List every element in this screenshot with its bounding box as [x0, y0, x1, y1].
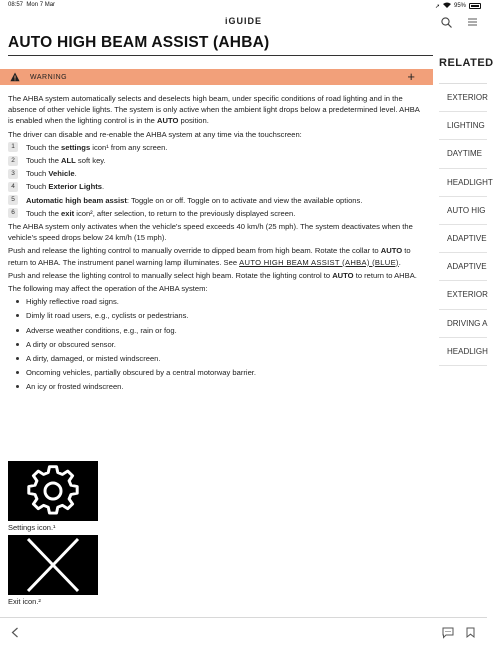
close-icon: [8, 535, 98, 595]
app-title: iGUIDE: [224, 16, 262, 26]
related-link[interactable]: HEADLIGH: [439, 338, 487, 366]
bottom-toolbar: [0, 617, 487, 650]
related-link[interactable]: LIGHTING: [439, 112, 487, 140]
figure-caption: Exit icon.²: [8, 597, 41, 606]
related-link[interactable]: DAYTIME: [439, 140, 487, 168]
figure-caption: Settings icon.¹: [8, 523, 56, 532]
list-item: A dirty, damaged, or misted windscreen.: [8, 353, 426, 364]
override-paragraph: Push and release the lighting control to manually override to dipped beam from high beam. Rotate the collar to AUTO to return to AHBA. The instrument panel warning lamp illuminates. See AUTO HIGH BEAM ASSIST (AHBA) (BLUE).: [8, 246, 411, 267]
page-title: AUTO HIGH BEAM ASSIST (AHBA): [8, 34, 433, 56]
exit-icon-figure: [8, 535, 98, 606]
back-chevron-icon[interactable]: [8, 625, 22, 639]
status-time-date: 08:57 Mon 7 Mar: [8, 2, 56, 8]
warning-icon: [10, 72, 20, 82]
related-link[interactable]: AUTO HIG: [439, 197, 487, 225]
status-indicators: [435, 2, 481, 10]
intro-paragraph: The AHBA system automatically selects and deselects high beam, under specific conditions of road lighting and in the absence of other vehicle lights. The system is only active when the ambient light drops below a predetermined level. AHBA is enabled when the lighting control is in the AUTO position.: [8, 94, 420, 126]
list-item: Dimly lit road users, e.g., cyclists or pedestrians.: [8, 310, 426, 321]
step-number: 2: [8, 156, 18, 166]
wifi-icon: [443, 2, 451, 10]
step-item: 2 Touch the ALL soft key.: [8, 155, 426, 166]
related-link[interactable]: ADAPTIVE: [439, 253, 487, 281]
location-icon: ➚: [434, 3, 440, 10]
affect-paragraph: The following may affect the operation of the AHBA system:: [8, 284, 208, 294]
list-item: Adverse weather conditions, e.g., rain or fog.: [8, 325, 426, 336]
related-link[interactable]: HEADLIGHT: [439, 169, 487, 197]
manual-high-beam-paragraph: Push and release the lighting control to manually select high beam. Rotate the lighting control to AUTO to return to AHBA.: [8, 270, 417, 280]
warning-label: WARNING: [30, 73, 68, 81]
figure-image: [8, 461, 98, 521]
related-link[interactable]: EXTERIOR: [439, 84, 487, 112]
step-item: 6 Touch the exit icon², after selection, to return to the previously displayed screen.: [8, 208, 426, 219]
comment-icon[interactable]: [441, 625, 455, 639]
bookmark-icon[interactable]: [463, 625, 477, 639]
list-item: Oncoming vehicles, partially obscured by a central motorway barrier.: [8, 367, 426, 378]
list-item: Highly reflective road signs.: [8, 296, 426, 307]
figure-image: [8, 535, 98, 595]
gear-icon: [27, 465, 79, 517]
step-number: 4: [8, 182, 18, 192]
step-item: 4 Touch Exterior Lights.: [8, 181, 426, 192]
battery-percent: 95%: [453, 3, 466, 9]
top-nav-bar: [0, 12, 487, 32]
step-item: 3 Touch Vehicle.: [8, 168, 426, 179]
touchscreen-paragraph: The driver can disable and re-enable the AHBA system at any time via the touchscreen:: [8, 129, 302, 139]
menu-icon[interactable]: [465, 15, 479, 29]
speed-paragraph: The AHBA system only activates when the vehicle's speed exceeds 40 km/h (25 mph). The system deactivates when the vehicle's speed drops below 24 km/h (15 mph).: [8, 222, 413, 243]
step-number: 3: [8, 169, 18, 179]
settings-icon-figure: [8, 461, 98, 532]
battery-icon: [469, 3, 481, 9]
related-title: RELATED: [439, 57, 487, 84]
warning-expander[interactable]: [0, 69, 433, 85]
ahba-blue-link[interactable]: AUTO HIGH BEAM ASSIST (AHBA) (BLUE): [239, 257, 399, 267]
search-icon[interactable]: [439, 15, 453, 29]
expand-icon[interactable]: +: [407, 69, 415, 84]
article-header: [8, 34, 433, 56]
article-body: [8, 93, 426, 396]
step-number: 5: [8, 195, 18, 205]
related-link[interactable]: ADAPTIVE: [439, 225, 487, 253]
related-link[interactable]: DRIVING A: [439, 310, 487, 338]
related-link[interactable]: EXTERIOR: [439, 281, 487, 309]
list-item: An icy or frosted windscreen.: [8, 381, 426, 392]
step-item: 5 Automatic high beam assist: Toggle on or off. Toggle on to activate and view the available options.: [8, 195, 426, 206]
related-panel: [439, 57, 494, 366]
step-item: 1 Touch the settings icon¹ from any screen.: [8, 142, 426, 153]
step-number: 1: [8, 142, 18, 152]
affect-list: [8, 296, 426, 392]
step-number: 6: [8, 208, 18, 218]
list-item: A dirty or obscured sensor.: [8, 339, 426, 350]
status-bar: [0, 0, 487, 12]
